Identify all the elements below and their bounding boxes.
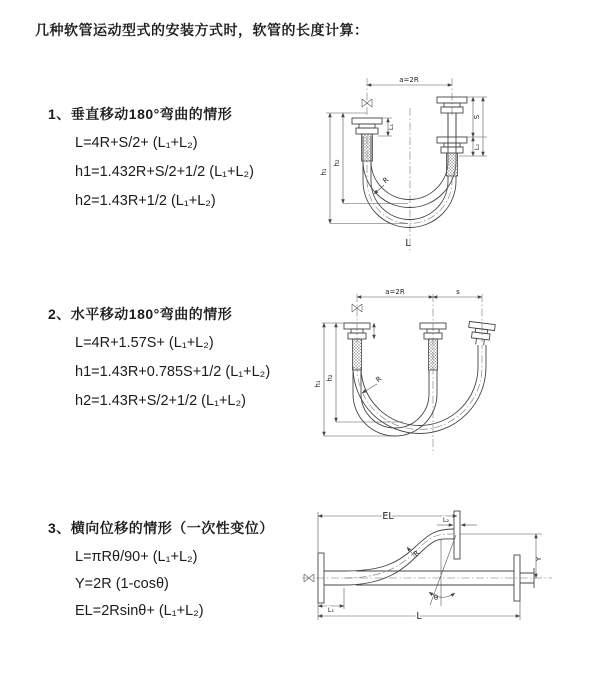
formula-line: L=πRθ/90+ (L₁+L₂) (75, 549, 198, 565)
formula-line: EL=2Rsinθ+ (L₁+L₂) (75, 603, 204, 619)
dim-label-l1: L₁ (327, 606, 335, 614)
formula-line: h1=1.432R+S/2+1/2 (L₁+L₂) (75, 164, 255, 180)
formula-line: h2=1.43R+1/2 (L₁+L₂) (75, 193, 216, 209)
dim-label-radius: R (381, 175, 391, 186)
dim-label-h2: h₂ (326, 374, 334, 382)
dim-label-width: a=2R (385, 288, 405, 296)
hose-fitting-right (467, 321, 495, 346)
section-heading: 1、垂直移动180°弯曲的情形 (48, 106, 233, 122)
hose-u-bend (363, 113, 456, 228)
dim-label-l: L (416, 611, 422, 622)
dim-label-s: S (473, 114, 481, 120)
dim-label-h2: h₂ (333, 159, 341, 167)
section-heading: 2、水平移动180°弯曲的情形 (48, 306, 233, 322)
hose-fitting-right-upper (437, 97, 467, 137)
section-heading: 3、横向位移的情形（一次性变位） (48, 520, 274, 536)
hose-fitting-right-lower (437, 137, 467, 176)
dim-label-shift: s (456, 288, 460, 296)
formula-line: L=4R+S/2+ (L₁+L₂) (75, 135, 198, 151)
dim-label-el: EL (382, 511, 394, 522)
diagram-horizontal-180-bend (308, 282, 533, 462)
section-horizontal-bend (48, 304, 270, 422)
hose-u-bend (353, 345, 486, 436)
flange-upper-right (454, 511, 460, 559)
dim-label-width: a=2R (399, 76, 419, 84)
section-vertical-bend (48, 104, 254, 222)
dim-label-y: Y (535, 556, 543, 562)
dim-label-angle: θ (433, 594, 439, 602)
dim-label-l1: L₁ (387, 123, 395, 131)
hose-fitting-left (352, 118, 382, 161)
section-lateral-displacement (48, 518, 274, 630)
diagram-vertical-180-bend (296, 66, 526, 261)
formula-line: L=4R+1.57S+ (L₁+L₂) (75, 335, 214, 351)
dim-label-radius: R (412, 549, 422, 559)
formula-line: h2=1.43R+S/2+1/2 (L₁+L₂) (75, 393, 246, 409)
dim-label-l2: L₂ (442, 516, 450, 524)
page-title: 几种软管运动型式的安装方式时，软管的长度计算： (35, 22, 369, 38)
dim-label-radius: R (374, 374, 384, 385)
diagram-lateral-displacement (296, 503, 558, 651)
hose-s-curve (344, 529, 454, 585)
formula-line: Y=2R (1-cosθ) (75, 576, 169, 592)
dim-label-l2: L₂ (473, 143, 481, 151)
dim-label-h1: h₁ (314, 380, 322, 388)
formula-line: h1=1.43R+0.785S+1/2 (L₁+L₂) (75, 364, 271, 380)
dim-label-h1: h₁ (320, 168, 328, 176)
dim-label-length: L (405, 238, 411, 249)
